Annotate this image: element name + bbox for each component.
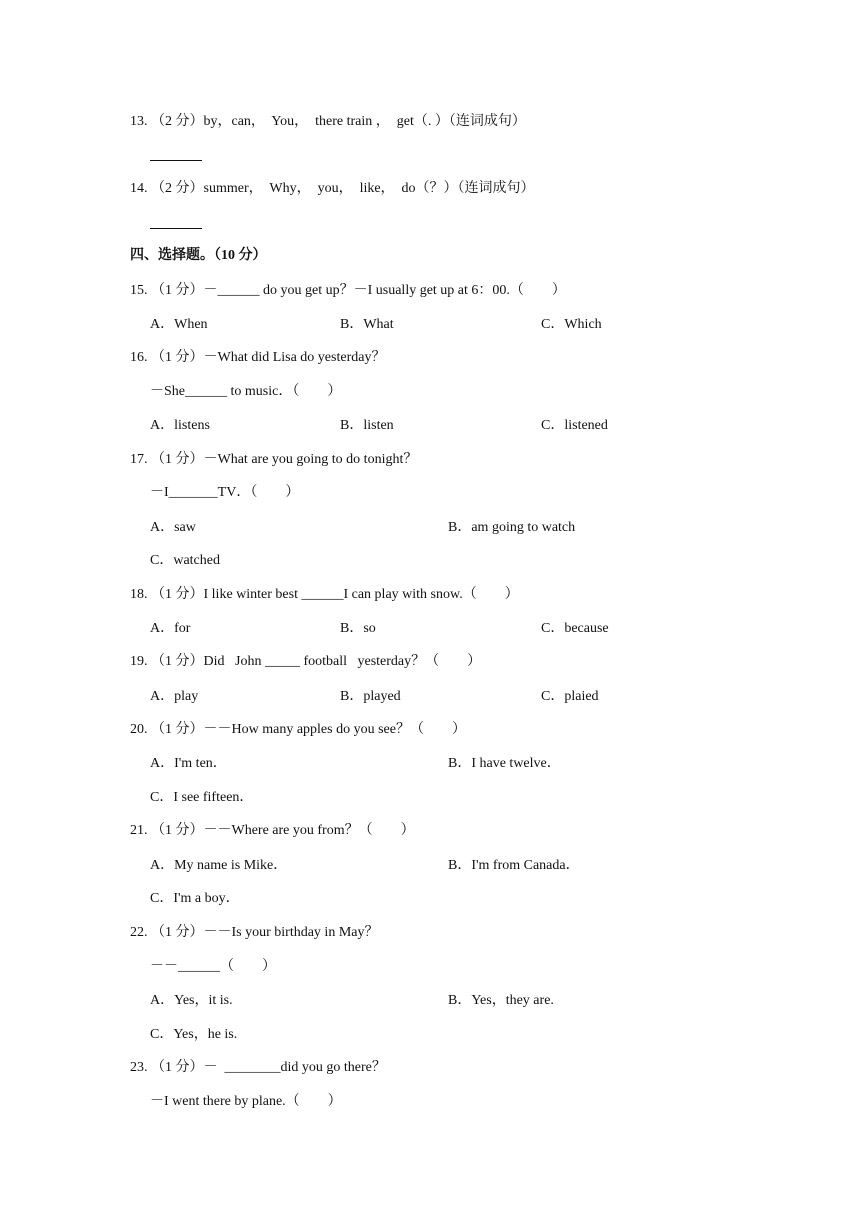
q19-option-b: B．played xyxy=(340,689,401,704)
question-22-response: －－______（ ） xyxy=(150,959,276,974)
answer-blank-13 xyxy=(150,160,202,161)
question-19: 19. （1 分）Did John _____ football yesterday？（ ） xyxy=(130,654,482,669)
question-16-response: －She______ to music．（ ） xyxy=(150,384,342,399)
q15-option-c: C．Which xyxy=(541,317,602,332)
q18-option-b: B．so xyxy=(340,621,376,636)
question-16: 16. （1 分）－What did Lisa do yesterday？ xyxy=(130,350,386,365)
q18-option-c: C．because xyxy=(541,621,609,636)
q15-option-b: B．What xyxy=(340,317,394,332)
answer-blank-14 xyxy=(150,228,202,229)
q17-option-a: A．saw xyxy=(150,520,196,535)
question-23-response: －I went there by plane.（ ） xyxy=(150,1094,342,1109)
q20-option-a: A．I'm ten． xyxy=(150,756,227,771)
q21-option-c: C．I'm a boy． xyxy=(150,891,240,906)
question-22: 22. （1 分）－－Is your birthday in May？ xyxy=(130,925,379,940)
q20-option-c: C．I see fifteen． xyxy=(150,790,254,805)
q17-option-b: B．am going to watch xyxy=(448,520,576,535)
q16-option-c: C．listened xyxy=(541,418,608,433)
question-21: 21. （1 分）－－Where are you from？（ ） xyxy=(130,823,415,838)
question-17-response: －I_______TV．（ ） xyxy=(150,485,300,500)
question-20: 20. （1 分）－－How many apples do you see？（ ） xyxy=(130,722,466,737)
question-17: 17. （1 分）－What are you going to do tonight？ xyxy=(130,452,418,467)
question-13: 13. （2 分）by，can， You， there train ， get（. ）（连词成句） xyxy=(130,114,526,129)
q21-option-b: B．I'm from Canada． xyxy=(448,858,580,873)
q22-option-a: A．Yes，it is. xyxy=(150,993,233,1008)
q18-option-a: A．for xyxy=(150,621,191,636)
q22-option-b: B．Yes，they are. xyxy=(448,993,554,1008)
q19-option-a: A．play xyxy=(150,689,199,704)
q22-option-c: C．Yes，he is. xyxy=(150,1027,238,1042)
q17-option-c: C．watched xyxy=(150,553,220,568)
question-15: 15. （1 分）－______ do you get up？－I usually get up at 6：00.（ ） xyxy=(130,283,566,298)
q19-option-c: C．plaied xyxy=(541,689,599,704)
q16-option-a: A．listens xyxy=(150,418,210,433)
question-18: 18. （1 分）I like winter best ______I can play with snow.（ ） xyxy=(130,587,519,602)
question-23: 23. （1 分）－ ________did you go there？ xyxy=(130,1060,386,1075)
q15-option-a: A．When xyxy=(150,317,208,332)
q16-option-b: B．listen xyxy=(340,418,394,433)
q21-option-a: A．My name is Mike． xyxy=(150,858,288,873)
question-14: 14. （2 分）summer， Why， you， like， do（？）（连词成句） xyxy=(130,181,535,196)
section-heading: 四、选择题。（10 分） xyxy=(130,248,267,263)
q20-option-b: B．I have twelve． xyxy=(448,756,561,771)
